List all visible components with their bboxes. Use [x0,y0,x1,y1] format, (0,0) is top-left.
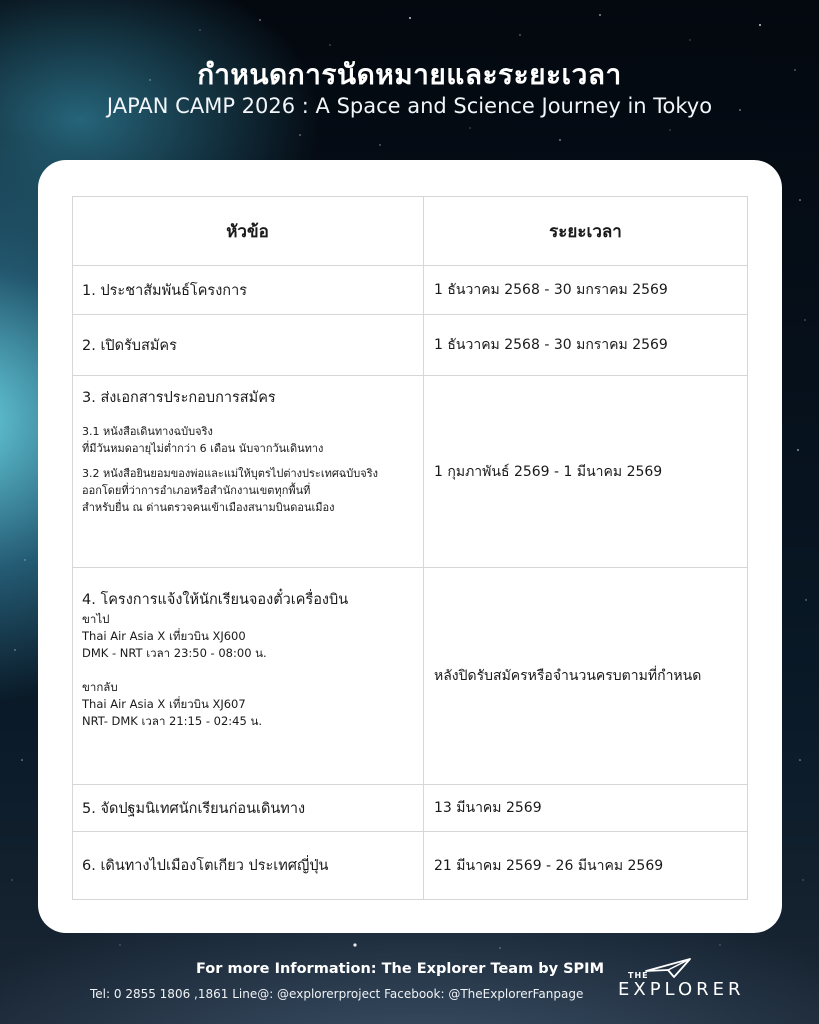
detail-line: 3.2 หนังสือยินยอมของพ่อและแม่ให้บุตรไปต่างประเทศฉบับจริง [82,467,378,480]
column-header-period: ระยะเวลา [424,197,748,266]
row-value: หลังปิดรับสมัครหรือจำนวนครบตามที่กำหนด [424,568,748,785]
detail-line: ออกโดยที่ว่าการอำเภอหรือสำนักงานเขตทุกพื้นที่ [82,484,311,497]
footer-info: For more Information: The Explorer Team by SPIM [195,961,604,977]
row-details [82,611,422,730]
table-row [73,376,748,568]
detail-line: Thai Air Asia X เที่ยวบิน XJ607 [82,697,246,711]
page-title: กำหนดการนัดหมายและระยะเวลา [197,58,622,91]
footer-contact: Tel: 0 2855 1806 ,1861 Line@: @explorerproject Facebook: @TheExplorerFanpage [90,987,584,1001]
detail-line: ขาไป [82,612,110,626]
paper-plane-icon [644,957,694,979]
table-row [73,266,748,315]
detail-line: Thai Air Asia X เที่ยวบิน XJ600 [82,629,246,643]
row-cell-flights [73,568,424,785]
row-value: 1 กุมภาพันธ์ 2569 - 1 มีนาคม 2569 [424,376,748,568]
row-value: 1 ธันวาคม 2568 - 30 มกราคม 2569 [424,266,748,315]
table-row [73,315,748,376]
row-label: 3. ส่งเอกสารประกอบการสมัคร [82,390,276,406]
logo-wordmark: EXPLORER [618,979,745,1000]
row-label: 1. ประชาสัมพันธ์โครงการ [73,266,424,315]
row-cell-documents [73,376,424,568]
detail-line: สำหรับยื่น ณ ด่านตรวจคนเข้าเมืองสนามบินดอนเมือง [82,501,335,514]
row-label: 4. โครงการแจ้งให้นักเรียนจองตั๋วเครื่องบิน [82,592,349,608]
row-value: 1 ธันวาคม 2568 - 30 มกราคม 2569 [424,315,748,376]
header [0,58,819,120]
detail-line: NRT- DMK เวลา 21:15 - 02:45 น. [82,714,262,728]
detail-line: ที่มีวันหมดอายุไม่ต่ำกว่า 6 เดือน นับจากวันเดินทาง [82,442,324,455]
logo-the: THE [628,971,649,980]
row-details [82,423,422,516]
detail-line: ขากลับ [82,680,118,694]
schedule-table [72,196,748,900]
detail-line: DMK - NRT เวลา 23:50 - 08:00 น. [82,646,267,660]
table-row [73,568,748,785]
detail-line: 3.1 หนังสือเดินทางฉบับจริง [82,425,213,438]
row-value: 21 มีนาคม 2569 - 26 มีนาคม 2569 [424,832,748,900]
row-label: 5. จัดปฐมนิเทศนักเรียนก่อนเดินทาง [73,785,424,832]
table-row [73,832,748,900]
table-header-row [73,197,748,266]
row-label: 2. เปิดรับสมัคร [73,315,424,376]
row-value: 13 มีนาคม 2569 [424,785,748,832]
column-header-topic: หัวข้อ [73,197,424,266]
explorer-logo [614,957,745,1012]
row-label: 6. เดินทางไปเมืองโตเกียว ประเทศญี่ปุ่น [73,832,424,900]
schedule-card [38,160,782,933]
page-subtitle: JAPAN CAMP 2026 : A Space and Science Journey in Tokyo [106,94,713,118]
table-row [73,785,748,832]
